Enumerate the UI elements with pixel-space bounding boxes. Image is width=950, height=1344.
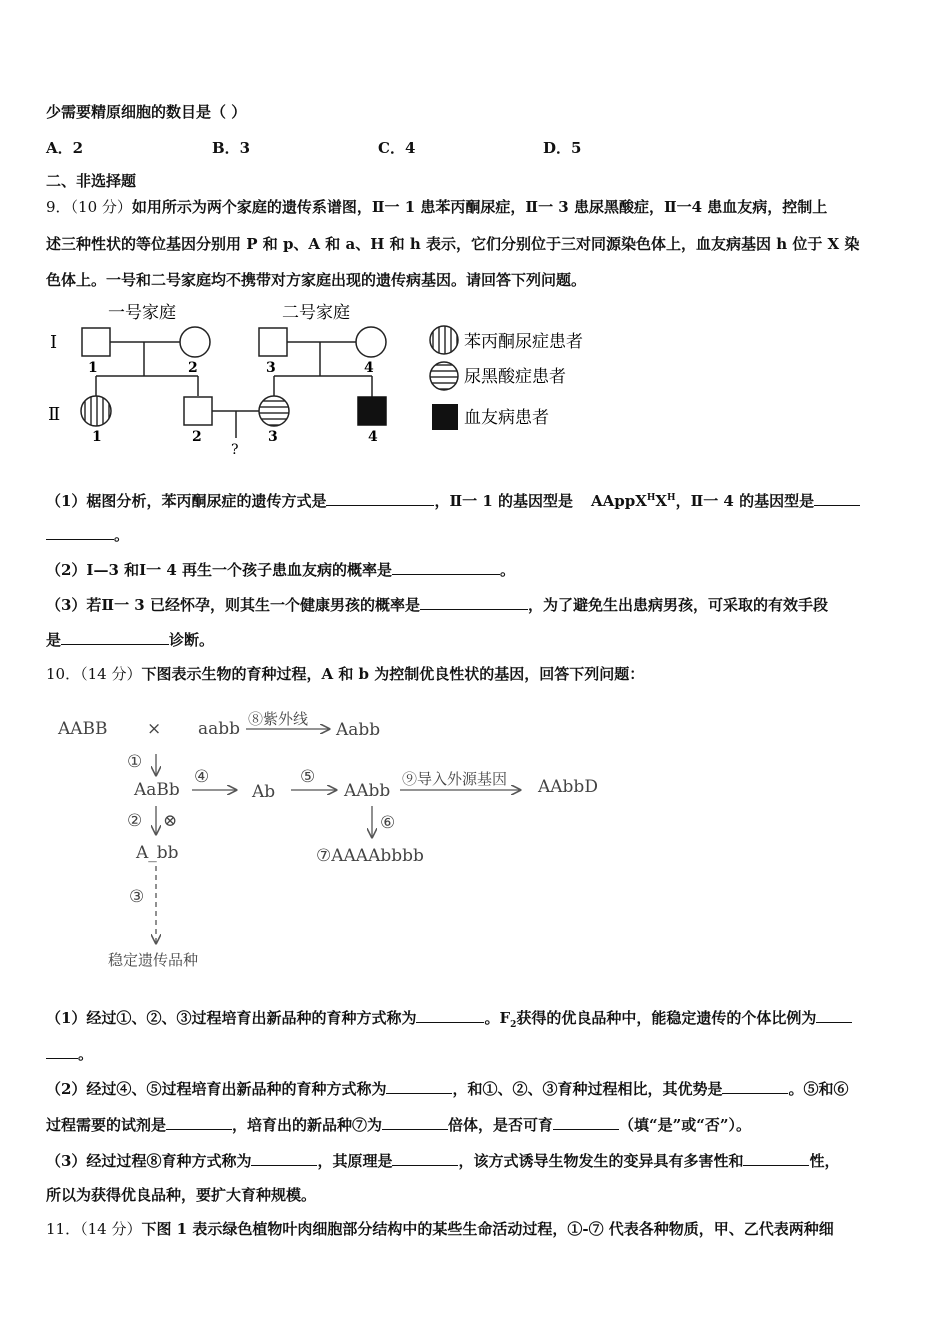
f1-II1-number: 1 (92, 429, 102, 445)
answer-blank[interactable] (392, 1150, 458, 1166)
q10-part3-line1 (46, 1150, 908, 1171)
q11-score: （14 分） (80, 1220, 142, 1238)
q9-p3-text: （3）若Ⅱ一 3 已经怀孕，则其生一个健康男孩的概率是 (46, 596, 420, 614)
q10-p2-text7: （填“是”或“否”）。 (619, 1116, 752, 1134)
q9-part2 (46, 559, 908, 580)
legend-alkaptonuria-label: 尿黑酸症患者 (464, 367, 566, 387)
q10-stem-text: 下图表示生物的育种过程，A 和 b 为控制优良性状的基因，回答下列问题： (141, 665, 645, 683)
q10-number: 10． (46, 665, 81, 683)
q11-number: 11． (46, 1220, 81, 1238)
q9-score: （10 分） (70, 198, 132, 216)
q9-p1-text2: ，Ⅱ一 1 的基因型是 (434, 492, 573, 510)
step4-label: ④ (194, 767, 210, 787)
q10-p2-text: （2）经过④、⑤过程培育出新品种的育种方式称为 (46, 1080, 387, 1098)
answer-blank[interactable] (416, 1007, 484, 1023)
q9-part1-line1 (46, 488, 908, 511)
family1-label: 一号家庭 (108, 303, 176, 323)
q10-stem (46, 664, 908, 684)
answer-blank[interactable] (553, 1114, 619, 1130)
q10-p2-text3: 。⑤和⑥ (788, 1080, 849, 1098)
f1-II2-number: 2 (192, 429, 202, 445)
q10-p1-end: 。 (78, 1045, 94, 1063)
q8-option-d: D．5 (543, 139, 582, 157)
q10-p3-text: （3）经过过程⑧育种方式称为 (46, 1152, 252, 1170)
q10-part1-line2 (46, 1043, 908, 1064)
q9-p3-text2: ，为了避免生出患病男孩，可采取的有效手段 (527, 596, 828, 614)
parent-aabb-dominant: AABB (58, 719, 108, 739)
f1-I2-female (180, 327, 210, 357)
breeding-diagram (46, 700, 626, 980)
f2-II4-hemophilia-male (358, 397, 386, 425)
double-haploid-aabb: AAbb (344, 781, 391, 801)
f2-I3-number: 3 (266, 360, 276, 376)
legend-alkaptonuria-icon (430, 362, 458, 390)
unborn-child-mark: ? (231, 442, 239, 458)
f1-II1-pku-female (81, 396, 111, 426)
answer-blank[interactable] (251, 1150, 317, 1166)
q11-stem (46, 1219, 908, 1239)
q10-score: （14 分） (80, 665, 142, 683)
genotype-sup1: H (646, 493, 656, 503)
f1-I1-male (82, 328, 110, 356)
q9-stem-line1 (46, 197, 908, 217)
f1-aabb: AaBb (134, 780, 180, 800)
q10-p3-text3: ，该方式诱导生物发生的变异具有多害性和 (458, 1152, 744, 1170)
answer-blank[interactable] (386, 1078, 452, 1094)
q11-stem-text: 下图 1 表示绿色植物叶肉细胞部分结构中的某些生命活动过程，①-⑦ 代表各种物质，甲、乙代表两种细 (141, 1220, 834, 1238)
q8-option-c: C．4 (378, 139, 416, 157)
q9-p2-end: 。 (500, 561, 516, 579)
q8-option-b: B．3 (212, 139, 251, 157)
answer-blank[interactable] (166, 1114, 232, 1130)
legend-pku-label: 苯丙酮尿症患者 (464, 332, 583, 352)
f2-II3-number: 3 (268, 429, 278, 445)
q10-p2-text2: ，和①、②、③育种过程相比，其优势是 (452, 1080, 723, 1098)
f1-II2-male (184, 397, 212, 425)
answer-blank[interactable] (816, 1007, 852, 1023)
f1-I2-number: 2 (188, 360, 198, 376)
q9-stem-line3: 色体上。一号和二号家庭均不携带对方家庭出现的遗传病基因。请回答下列问题。 (46, 271, 587, 289)
q10-p2-text6: 倍体，是否可育 (448, 1116, 554, 1134)
f1-I1-number: 1 (88, 360, 98, 376)
selfing-symbol: ⊗ (163, 811, 178, 831)
answer-blank[interactable] (382, 1114, 448, 1130)
f2-I3-male (259, 328, 287, 356)
q10-part1-line1 (46, 1007, 908, 1035)
step2-label: ② (127, 811, 143, 831)
legend-hemophilia-label: 血友病患者 (464, 408, 549, 428)
q9-part3-line2 (46, 629, 908, 650)
answer-blank[interactable] (326, 490, 434, 506)
answer-blank[interactable] (46, 1043, 78, 1059)
family2-label: 二号家庭 (282, 303, 350, 323)
q10-part2-line2 (46, 1114, 908, 1135)
f2-II4-number: 4 (368, 429, 378, 445)
step5-label: ⑤ (300, 767, 316, 787)
legend-hemophilia-icon (432, 404, 458, 430)
step7-tetraploid: ⑦AAAAbbbb (316, 846, 424, 866)
q9-part1-line2 (46, 524, 908, 545)
q9-stem-text1: 如用所示为两个家庭的遗传系谱图，Ⅱ一 1 患苯丙酮尿症，Ⅱ一 3 患尿黑酸症，Ⅱ一4 患血友病，控制上 (131, 198, 828, 216)
q10-part2-line1 (46, 1078, 908, 1099)
f2-I4-female (356, 327, 386, 357)
q9-p1-text3: ，Ⅱ一 4 的基因型是 (675, 492, 815, 510)
generation-2-label: Ⅱ (48, 404, 61, 425)
step8-uv-label: ⑧紫外线 (248, 710, 309, 728)
parent-aabb-recessive: aabb (198, 719, 241, 739)
transgenic-aabbd: AAbbD (538, 777, 598, 797)
q9-part3-line1 (46, 594, 908, 615)
section-heading: 二、非选择题 (46, 172, 137, 190)
q9-number: 9． (46, 198, 71, 216)
q10-p2-text4: 过程需要的试剂是 (46, 1116, 167, 1134)
q9-p3-text4: 诊断。 (169, 631, 215, 649)
q10-p2-text5: ，培育出的新品种⑦为 (232, 1116, 383, 1134)
pedigree-diagram (46, 296, 606, 462)
f2-II3-alkaptonuria-female (259, 396, 289, 426)
q10-p1-text2: 。F (484, 1009, 511, 1027)
answer-blank[interactable] (420, 594, 528, 610)
step9-label: ⑨导入外源基因 (402, 770, 508, 788)
answer-blank[interactable] (61, 629, 169, 645)
cross-symbol: × (147, 719, 162, 739)
legend-pku-icon (430, 326, 458, 354)
q9-p1-text: （1）椐图分析，苯丙酮尿症的遗传方式是 (46, 492, 327, 510)
q10-p1-text: （1）经过①、②、③过程培育出新品种的育种方式称为 (46, 1009, 417, 1027)
generation-1-label: Ⅰ (50, 332, 58, 353)
step3-label: ③ (129, 887, 145, 907)
answer-blank[interactable] (46, 524, 114, 540)
q9-p1-end: 。 (114, 526, 130, 544)
haploid-ab: Ab (252, 782, 276, 802)
q9-stem-line2: 述三种性状的等位基因分别用 P 和 p、A 和 a、H 和 h 表示，它们分别位于三对同源染色体上，血友病基因 h 位于 X 染 (46, 235, 860, 253)
q9-p2-text: （2）Ⅰ—3 和Ⅰ一 4 再生一个孩子患血友病的概率是 (46, 561, 393, 579)
answer-blank[interactable] (722, 1078, 788, 1094)
answer-blank[interactable] (392, 559, 500, 575)
uv-product: Aabb (336, 720, 381, 740)
q10-part3-line2: 所以为获得优良品种，要扩大育种规模。 (46, 1186, 317, 1204)
q10-p1-text3: 获得的优良品种中，能稳定遗传的个体比例为 (516, 1009, 817, 1027)
q10-p3-text2: ，其原理是 (317, 1152, 393, 1170)
answer-blank[interactable] (814, 490, 860, 506)
step1-label: ① (127, 752, 143, 772)
genotype-sup2: H (667, 493, 676, 503)
answer-blank[interactable] (743, 1150, 809, 1166)
f2-subscript: 2 (510, 1020, 517, 1030)
q8-option-a: A．2 (46, 139, 84, 157)
genotype-ii1: AAppX (590, 492, 647, 510)
q10-p3-text4: 性， (809, 1152, 840, 1170)
q9-p3-text3: 是 (46, 631, 62, 649)
stable-variety-label: 稳定遗传品种 (108, 951, 199, 969)
f2-a-bb: A_bb (136, 843, 179, 863)
step6-label: ⑥ (380, 813, 396, 833)
f2-I4-number: 4 (364, 360, 374, 376)
genotype-x: X (655, 492, 668, 510)
q8-stem-tail: 少需要精原细胞的数目是（ ） (46, 103, 247, 121)
